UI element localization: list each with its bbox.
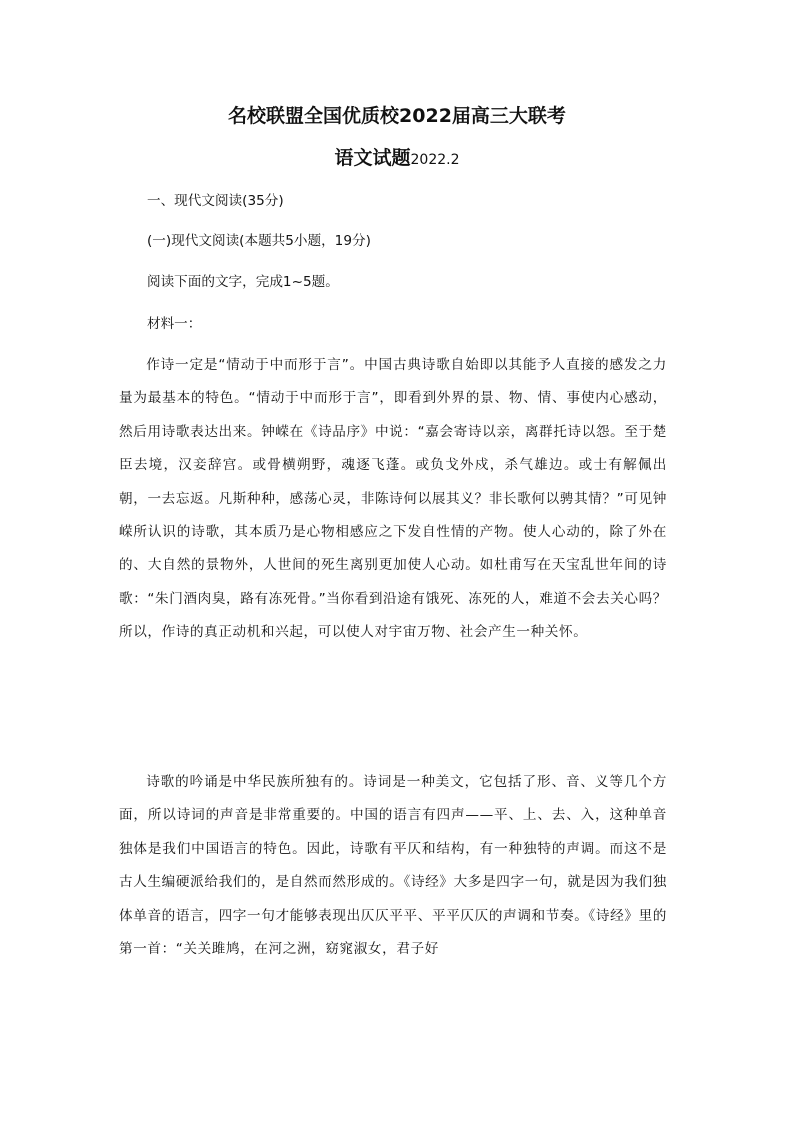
document-subtitle-line <box>0 146 794 172</box>
subsection-heading: (一)现代文阅读(本题共5小题，19分) <box>147 233 371 249</box>
document-title: 名校联盟全国优质校2022届高三大联考 <box>228 105 566 127</box>
body-paragraph-2: 诗歌的吟诵是中华民族所独有的。诗词是一种美文，它包括了形、音、义等几个方面，所以诗词的声音是非常重要的。中国的语言有四声——平、上、去、入，这种单音独体是我们中国语言的特色。因此，诗歌有平仄和结构，有一种独特的声调。而这不是古人生编硬派给我们的，是自然而然形成的。《诗经》大多是四字一句，就是因为我们独体单音的语言，四字一句才能够表现出仄仄平平、平平仄仄的声调和节奏。《诗经》里的第一首：“关关雎鸠，在河之洲，窈窕淑女，君子好 <box>119 774 667 958</box>
section-heading: 一、现代文阅读(35分) <box>147 193 284 209</box>
exam-date: 2022.2 <box>410 152 460 168</box>
material-label: 材料一： <box>147 316 202 332</box>
subject-title: 语文试题 <box>334 147 411 169</box>
instruction-text: 阅读下面的文字，完成1~5题。 <box>147 274 339 290</box>
body-paragraph-1: 作诗一定是“情动于中而形于言”。中国古典诗歌自始即以其能予人直接的感发之力量为最基本的特色。“情动于中而形于言”，即看到外界的景、物、情、事使内心感动，然后用诗歌表达出来。钟嵘在《诗品序》中说：“嘉会寄诗以亲，离群托诗以怨。至于楚臣去境，汉妾辞宫。或骨横朔野，魂逐飞蓬。或负戈外戍，杀气雄边。或士有解佩出朝，一去忘返。凡斯种种，感荡心灵，非陈诗何以展其义？非长歌何以骋其情？”可见钟嵘所认识的诗歌，其本质乃是心物相感应之下发自性情的产物。使人心动的，除了外在的、大自然的景物外，人世间的死生离别更加使人心动。如杜甫写在天宝乱世年间的诗歌：“朱门酒肉臭，路有冻死骨。”当你看到沿途有饿死、冻死的人，难道不会去关心吗？所以，作诗的真正动机和兴起，可以使人对宇宙万物、社会产生一种关怀。 <box>119 357 667 641</box>
